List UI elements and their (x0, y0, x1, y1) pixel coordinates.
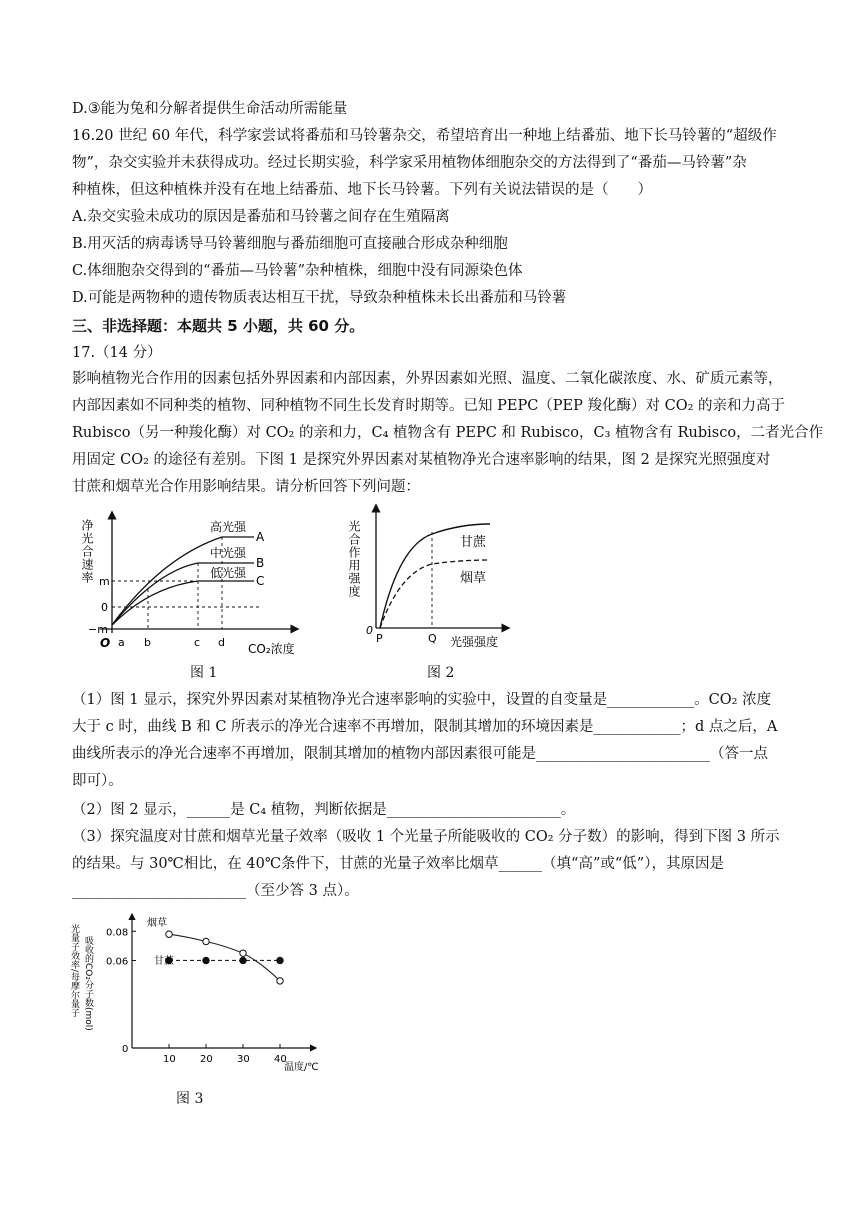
fig1-curve-label: 中光强 (210, 546, 247, 560)
fig3-point-sugarcane (240, 957, 246, 963)
question-17-part1: 曲线所表示的净光合速率不再增加，限制其增加的植物内部因素很可能是________________________（答一点 (72, 746, 768, 762)
fig3-ytick-label: 0 (122, 1044, 129, 1055)
fig3-point-sugarcane (277, 957, 283, 963)
fig1-curve-tag: B (256, 556, 265, 570)
question-17-part1: 大于 c 时，曲线 B 和 C 所表示的净光合速率不再增加，限制其增加的环境因素是____________；d 点之后，A (72, 719, 778, 735)
question-17-part2: （2）图 2 显示，______是 C₄ 植物，判断依据是________________________。 (72, 802, 576, 818)
fig2-ylabel: 光合作用强度 (347, 520, 361, 598)
question-17-stem: 内部因素如不同种类的植物、同种植物不同生长发育时期等。已知 PEPC（PEP 羧化酶）对 CO₂ 的亲和力高于 (72, 398, 786, 414)
figure-1 (82, 505, 312, 665)
fig3-series-label: 甘蔗 (154, 956, 174, 967)
fig2-series-label: 烟草 (460, 571, 487, 586)
fig3-ytick-label: 0.06 (106, 956, 129, 968)
fig2-series-label: 甘蔗 (460, 535, 487, 550)
fig3-series-line-tobacco (169, 934, 280, 981)
fig1-xlabel: CO₂浓度 (248, 642, 295, 656)
fig3-xtick-label: 40 (274, 1054, 287, 1065)
fig1-curve-tag: C (256, 574, 265, 588)
fig1-ytick: m (99, 575, 110, 588)
curve-low-light (112, 581, 254, 625)
fig1-xtick: d (218, 636, 225, 649)
fig3-point-tobacco (240, 950, 246, 956)
fig1-xtick: b (144, 636, 151, 649)
figure-2-caption: 图 2 (427, 665, 455, 681)
question-16-stem: 种植株，但这种植株并没有在地上结番茄、地下长马铃薯。下列有关说法错误的是（ ） (72, 182, 652, 198)
fig3-point-sugarcane (203, 957, 209, 963)
section-heading: 三、非选择题：本题共 5 小题，共 60 分。 (72, 317, 365, 335)
fig1-curve-label: 高光强 (210, 520, 247, 534)
question-17-title: 17.（14 分） (72, 345, 162, 361)
figure-2 (347, 502, 510, 652)
fig3-point-tobacco (203, 938, 209, 944)
fig1-origin: O (100, 636, 111, 650)
question-17-part1: （1）图 1 显示，探究外界因素对某植物净光合速率影响的实验中，设置的自变量是____________。CO₂ 浓度 (72, 692, 772, 708)
question-17-stem: Rubisco（另一种羧化酶）对 CO₂ 的亲和力，C₄ 植物含有 PEPC 和 Rubisco，C₃ 植物含有 Rubisco，二者光合作 (72, 425, 824, 441)
fig1-xtick: a (118, 636, 125, 649)
fig3-ylabel: 光量子效率/每摩尔量子 (69, 924, 79, 1018)
option-a: A.杂交实验未成功的原因是番茄和马铃薯之间存在生殖隔离 (72, 209, 450, 225)
question-16-stem: 16.20 世纪 60 年代，科学家尝试将番茄和马铃薯杂交，希望培育出一种地上结番茄、地下长马铃薯的“超级作 (72, 128, 777, 144)
fig1-xtick: c (194, 636, 201, 649)
fig3-xtick-label: 20 (200, 1054, 213, 1065)
option-c: C.体细胞杂交得到的“番茄—马铃薯”杂种植株，细胞中没有同源染色体 (72, 263, 523, 279)
fig3-series-label: 烟草 (147, 918, 167, 929)
question-17-part3: （3）探究温度对甘蔗和烟草光量子效率（吸收 1 个光量子所能吸收的 CO₂ 分子数）的影响，得到下图 3 所示 (72, 829, 780, 845)
fig3-xtick-label: 10 (163, 1054, 176, 1065)
option-d-q15: D.③能为兔和分解者提供生命活动所需能量 (72, 101, 348, 117)
fig3-point-tobacco (166, 931, 172, 937)
question-17-part1: 即可）。 (72, 773, 123, 789)
fig2-xlabel: 光强强度 (450, 635, 499, 649)
question-17-stem: 甘蔗和烟草光合作用影响结果。请分析回答下列问题： (72, 479, 420, 495)
fig3-ylabel: 吸收的CO₂分子数(mol) (83, 936, 93, 1031)
fig1-curve-tag: A (256, 530, 265, 544)
fig2-xtick: Q (428, 632, 437, 645)
question-17-stem: 影响植物光合作用的因素包括外界因素和内部因素，外界因素如光照、温度、二氧化碳浓度、水、矿质元素等， (72, 371, 783, 387)
question-16-stem: 物”，杂交实验并未获得成功。经过长期实验，科学家采用植物体细胞杂交的方法得到了“番茄—马铃薯”杂 (72, 155, 747, 171)
option-b: B.用灭活的病毒诱导马铃薯细胞与番茄细胞可直接融合形成杂种细胞 (72, 236, 508, 252)
question-17-part3: ________________________（至少答 3 点）。 (72, 883, 359, 899)
fig3-ytick-label: 0.08 (106, 927, 129, 939)
figure-1-caption: 图 1 (190, 665, 218, 681)
fig3-xlabel: 温度/℃ (284, 1062, 319, 1073)
fig3-point-tobacco (277, 978, 283, 984)
fig1-ylabel: 净光合速率 (80, 519, 94, 584)
question-17-part3: 的结果。与 30℃相比，在 40℃条件下，甘蔗的光量子效率比烟草______（填“高”或“低”），其原因是 (72, 856, 724, 872)
fig1-ytick: 0 (101, 601, 108, 614)
figure-3 (69, 912, 322, 1073)
figure-3-caption: 图 3 (176, 1091, 204, 1107)
question-17-stem: 用固定 CO₂ 的途径有差别。下图 1 是探究外界因素对某植物净光合速率影响的结果，图 2 是探究光照强度对 (72, 452, 771, 468)
fig2-origin: 0 (366, 624, 373, 637)
fig1-ytick: −m (88, 623, 108, 636)
fig3-xtick-label: 30 (237, 1054, 250, 1065)
fig2-xtick: P (376, 632, 383, 645)
fig1-curve-label: 低光强 (210, 566, 247, 580)
option-d: D.可能是两物种的遗传物质表达相互干扰，导致杂种植株未长出番茄和马铃薯 (72, 290, 567, 306)
